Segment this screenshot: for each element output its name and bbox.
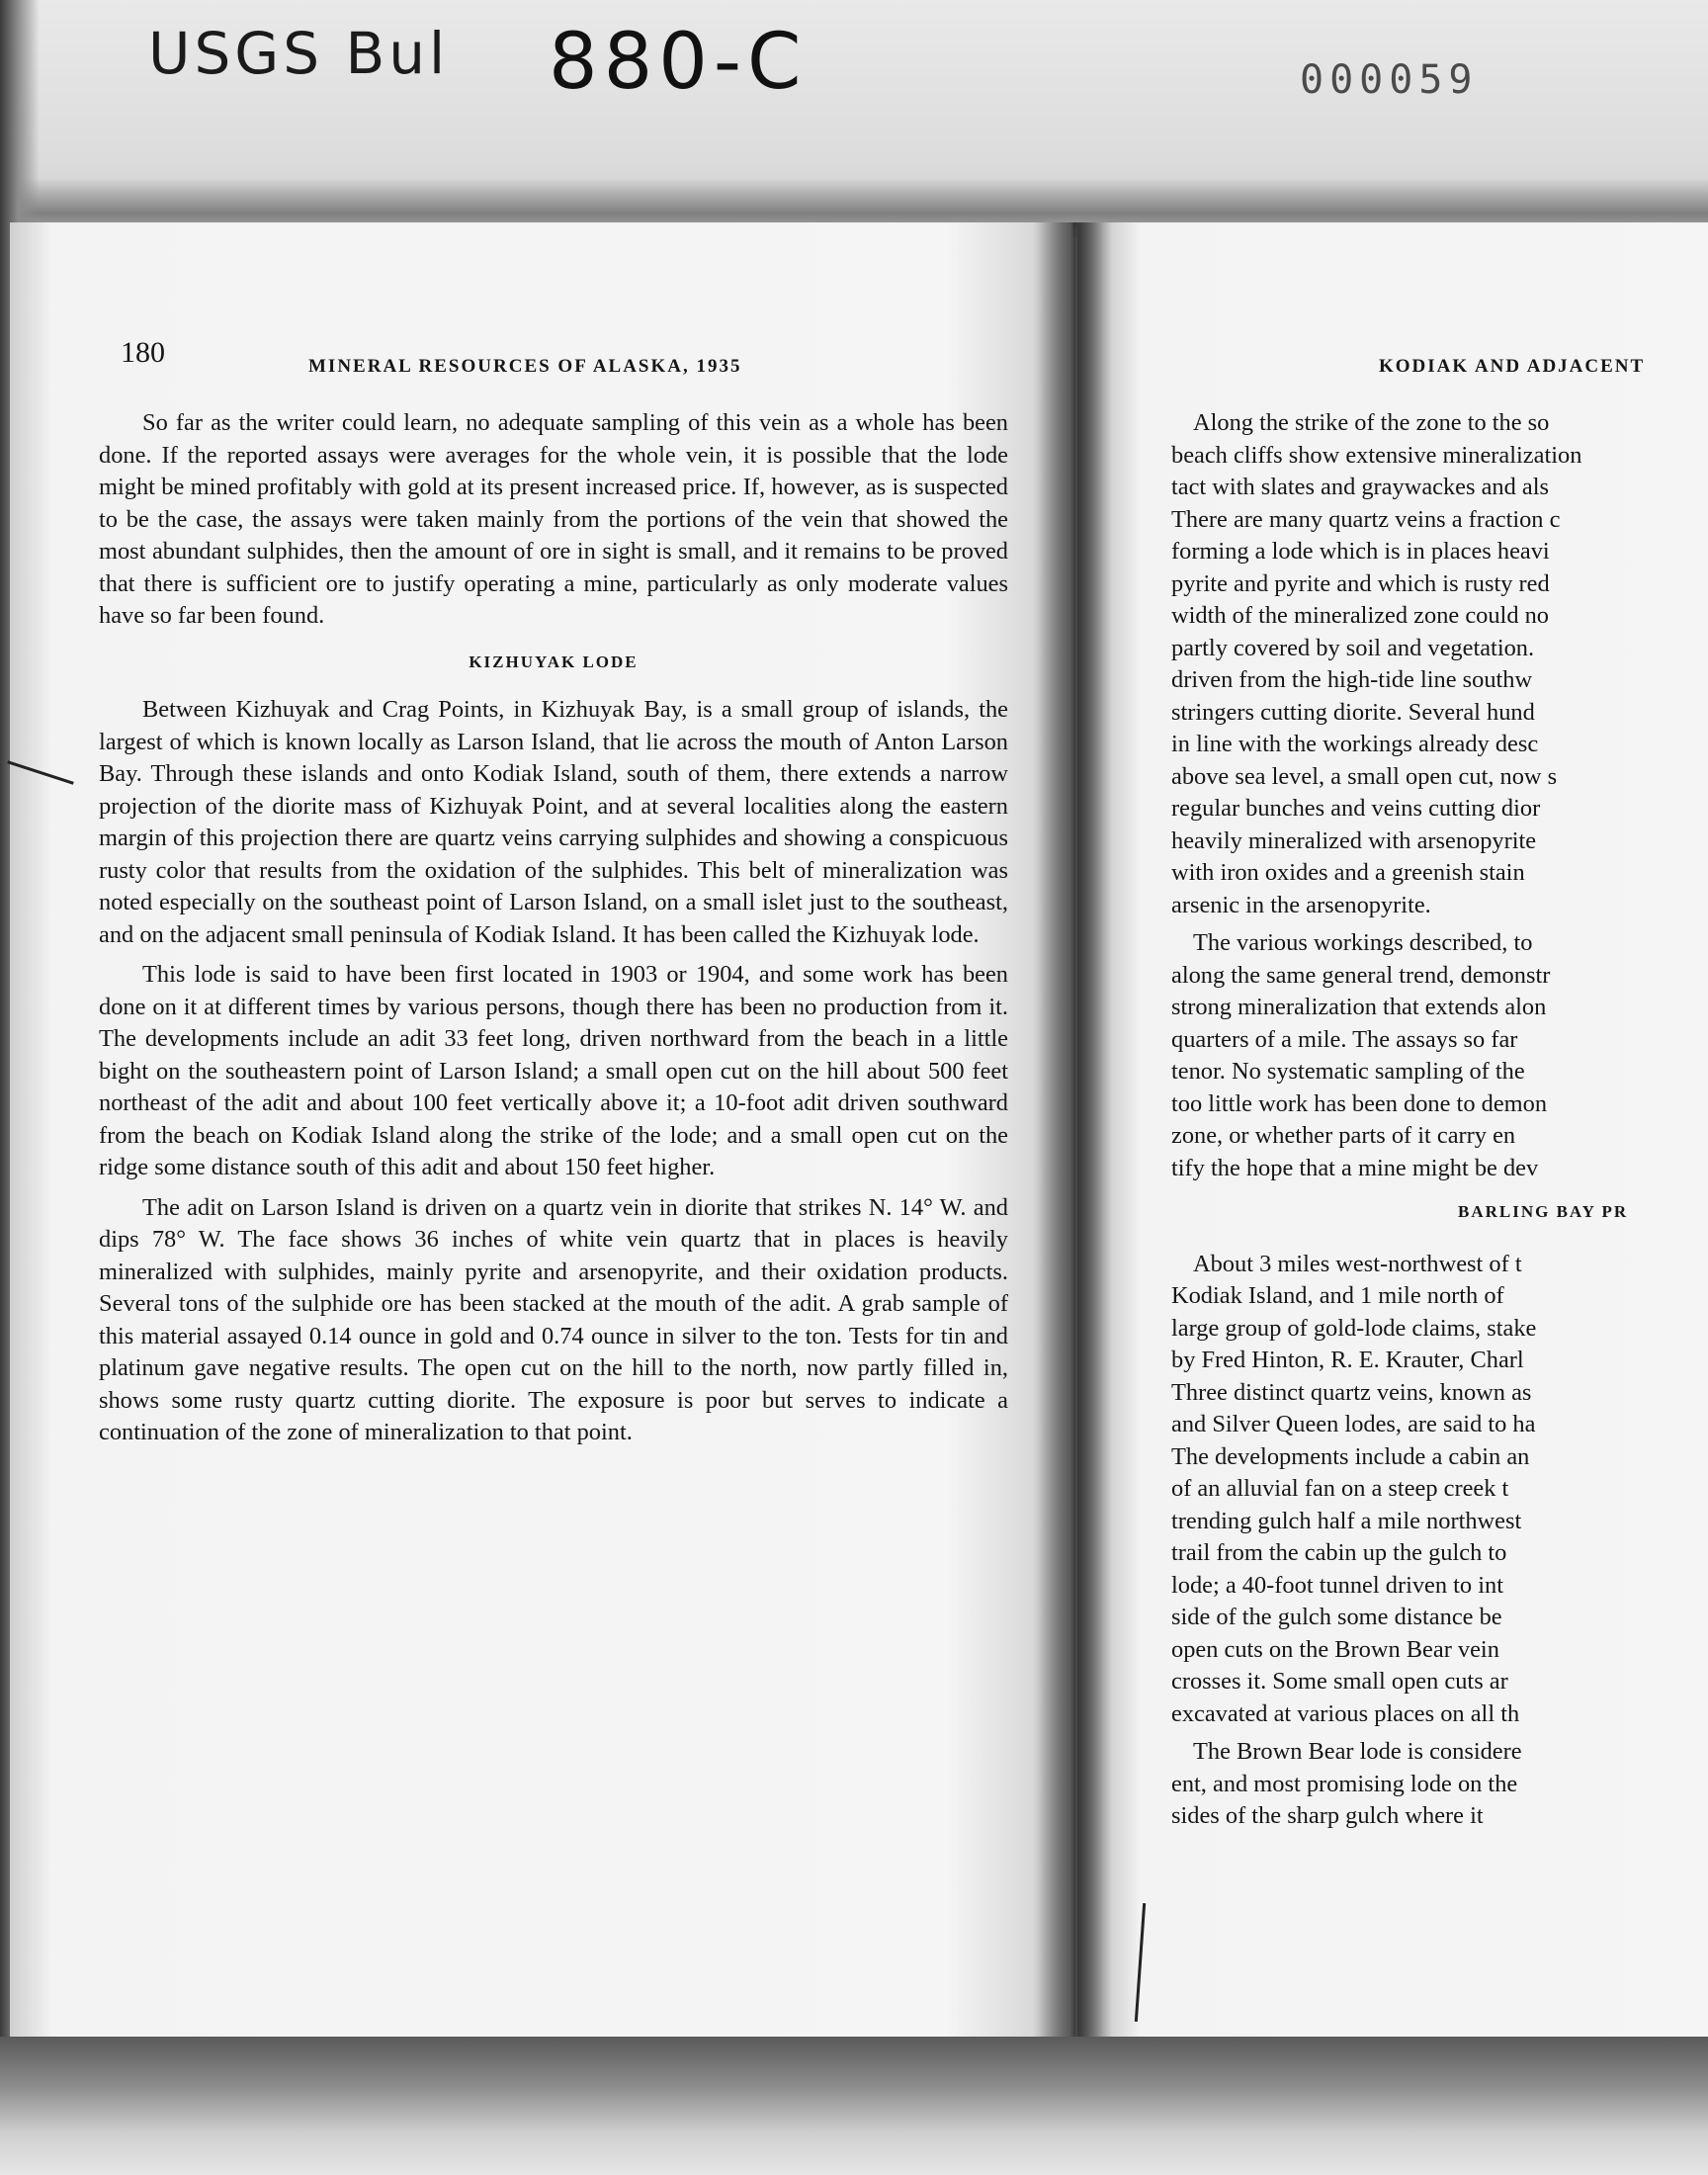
text-line: width of the mineralized zone could no (1171, 602, 1549, 629)
text-line: The Brown Bear lode is considere (1193, 1738, 1522, 1765)
text-line: stringers cutting diorite. Several hund (1171, 698, 1535, 726)
text-line: along the same general trend, demonstr (1171, 961, 1551, 989)
text-line: partly covered by soil and vegetation. (1171, 634, 1535, 661)
paragraph: This lode is said to have been first located in 1903 or 1904, and some work has been done on it at different times by various persons, though there has been no production from it. The developments include an adit 33 feet long, driven northward from the beach in a little bight on the southeastern point of Larson Island; a small open cut on the hill about 500 feet northeast of the adit and about 100 feet vertically above it; a 10-foot adit driven southward from the beach on Kodiak Island along the strike of the lode; and a small open cut on the ridge some distance south of this adit and about 150 feet higher. (99, 961, 1008, 1180)
left-column (99, 407, 1008, 1457)
text-line: Along the strike of the zone to the so (1193, 409, 1550, 436)
paragraph: The adit on Larson Island is driven on a quartz vein in diorite that strikes N. 14° W. and dips 78° W. The face shows 36 inches of white vein quartz that in places is heavily mineralized with sulphides, mainly pyrite and arsenopyrite, and their oxidation products. Several tons of the sulphide ore has been stacked at the mouth of the adit. A grab sample of this material assayed 0.14 ounce in gold and 0.74 ounce in silver to the ton. Tests for tin and platinum gave negative results. The open cut on the hill to the north, now partly filled in, shows some rusty quartz cutting diorite. The exposure is poor but serves to indicate a continuation of the zone of mineralization to that point. (99, 1193, 1008, 1445)
text-line: arsenic in the arsenopyrite. (1171, 891, 1431, 918)
text-line: excavated at various places on all th (1171, 1699, 1520, 1727)
text-line: crosses it. Some small open cuts ar (1171, 1668, 1508, 1695)
text-line: lode; a 40-foot tunnel driven to int (1171, 1571, 1503, 1599)
text-line: strong mineralization that extends alon (1171, 994, 1547, 1020)
text-line: and Silver Queen lodes, are said to ha (1171, 1411, 1536, 1437)
right-section-heading: BARLING BAY PR (1458, 1202, 1629, 1221)
text-line: trending gulch half a mile northwest (1171, 1507, 1522, 1534)
paragraph: Between Kizhuyak and Crag Points, in Kizhuyak Bay, is a small group of islands, the largest of which is known locally as Larson Island, that lie across the mouth of Anton Larson Bay. Through these islands and onto Kodiak Island, south of them, there extends a narrow projection of the diorite mass of Kizhuyak Point, and at several localities along the eastern margin of this projection there are quartz veins carrying sulphides and showing a conspicuous rusty color that results from the oxidation of the sulphides. This belt of mineralization was noted especially on the southeast point of Larson Island, on a small islet just to the southeast, and on the adjacent small peninsula of Kodiak Island. It has been called the Kizhuyak lode. (99, 696, 1008, 948)
right-block-c (1171, 1249, 1708, 1731)
text-line: zone, or whether parts of it carry en (1171, 1122, 1516, 1149)
right-block-a (1171, 407, 1708, 921)
text-line: of an alluvial fan on a steep creek t (1171, 1475, 1509, 1502)
text-line: ent, and most promising lode on the (1171, 1770, 1518, 1797)
text-line: forming a lode which is in places heavi (1171, 538, 1550, 565)
text-line: driven from the high-tide line southw (1171, 666, 1533, 693)
text-line: too little work has been done to demon (1171, 1089, 1548, 1117)
text-line: About 3 miles west-northwest of t (1193, 1250, 1522, 1277)
text-line: There are many quartz veins a fraction c (1171, 505, 1561, 533)
handwritten-label: USGS Bul (148, 20, 450, 87)
text-line: sides of the sharp gulch where it (1171, 1802, 1484, 1829)
text-line: The developments include a cabin an (1171, 1442, 1530, 1470)
text-line: in line with the workings already desc (1171, 731, 1539, 757)
text-line: tenor. No systematic sampling of the (1171, 1058, 1525, 1085)
text-line: open cuts on the Brown Bear vein (1171, 1635, 1499, 1663)
section-heading: KIZHUYAK LODE (469, 652, 639, 671)
running-head-right: KODIAK AND ADJACENT (1379, 356, 1646, 377)
text-line: beach cliffs show extensive mineralization (1171, 441, 1582, 469)
right-block-b (1171, 927, 1708, 1184)
text-line: with iron oxides and a greenish stain (1171, 859, 1525, 886)
text-line: Kodiak Island, and 1 mile north of (1171, 1282, 1504, 1309)
page-number: 180 (121, 336, 165, 369)
text-line: trail from the cabin up the gulch to (1171, 1539, 1507, 1566)
text-line: by Fred Hinton, R. E. Krauter, Charl (1171, 1347, 1524, 1373)
scan-bottom-band (0, 2037, 1708, 2175)
running-head-left: MINERAL RESOURCES OF ALASKA, 1935 (308, 356, 742, 377)
stamp-number: 000059 (1300, 57, 1479, 103)
text-line: large group of gold-lode claims, stake (1171, 1314, 1537, 1342)
text-line: tify the hope that a mine might be dev (1171, 1154, 1539, 1181)
text-line: Three distinct quartz veins, known as (1171, 1378, 1532, 1406)
paragraph-intro: So far as the writer could learn, no adequate sampling of this vein as a whole has been done. If the reported assays were averages for the whole vein, it is possible that the lode might be mined profitably with gold at its present increased price. If, however, as is suspected to be the case, the assays were taken mainly from the portions of the vein that showed the most abundant sulphides, then the amount of ore in sight is small, and it remains to be proved that there is sufficient ore to justify operating a mine, particularly as only moderate values have so far been found. (99, 409, 1008, 629)
right-column (1171, 407, 1708, 1910)
text-line: pyrite and pyrite and which is rusty red (1171, 569, 1550, 597)
handwritten-code: 880-C (549, 18, 808, 107)
text-line: heavily mineralized with arsenopyrite (1171, 826, 1537, 854)
right-block-d (1171, 1736, 1708, 1833)
text-line: regular bunches and veins cutting dior (1171, 795, 1541, 822)
book-gutter (1033, 222, 1112, 2046)
text-line: quarters of a mile. The assays so far (1171, 1025, 1518, 1053)
text-line: above sea level, a small open cut, now s (1171, 762, 1558, 790)
text-line: side of the gulch some distance be (1171, 1604, 1502, 1630)
text-line: tact with slates and graywackes and als (1171, 474, 1549, 500)
text-line: The various workings described, to (1193, 929, 1533, 956)
